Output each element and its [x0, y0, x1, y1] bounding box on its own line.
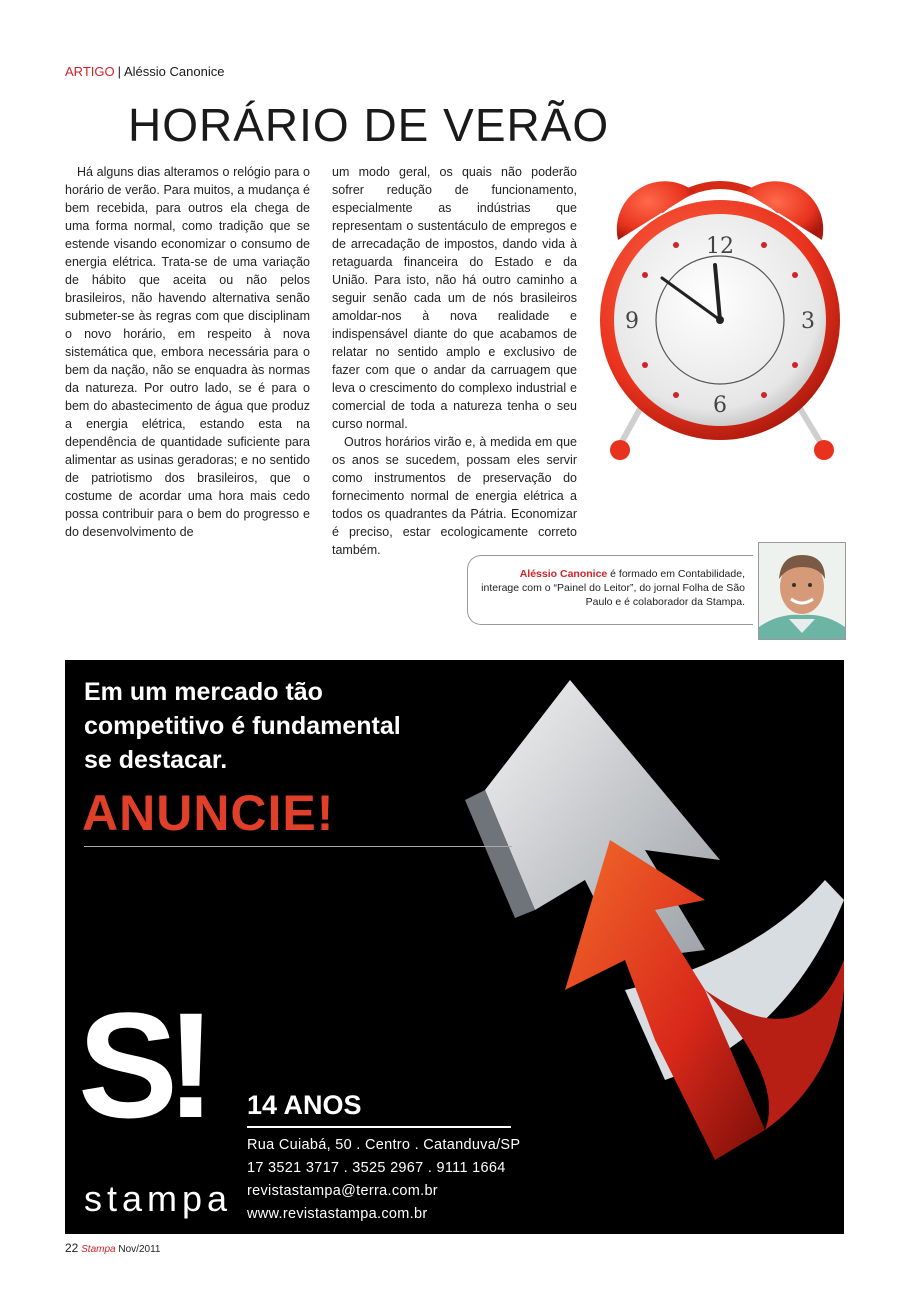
- stampa-logo-word: stampa: [84, 1178, 233, 1219]
- ad-website[interactable]: www.revistastampa.com.br: [247, 1206, 428, 1222]
- ad-headline-line: competitivo é fundamental: [84, 712, 401, 740]
- bio-author-name: Aléssio Canonice: [519, 568, 608, 580]
- ad-years: 14 ANOS: [247, 1090, 362, 1120]
- alarm-clock-illustration: [600, 170, 840, 470]
- ad-call-to-action: ANUNCIE!: [82, 785, 335, 841]
- article-paragraph: Outros horários virão e, à medida em que os anos se sucedem, possam eles servir como instrumentos de preservação do fornecimento normal de energia elétrica a todos os quadrantes da Pátria. Economizar é preciso, estar ecologicamente correto também.: [332, 435, 577, 557]
- section-separator: |: [117, 64, 121, 79]
- article-paragraph: Há alguns dias alteramos o relógio para o horário de verão. Para muitos, a mudança é bem recebida, para outros ela chega de uma forma normal, como tradição que se estende visando economizar o consumo de energia elétrica. Trata-se de uma variação de hábito que aceita ou não pelos brasileiros, não havendo alternativa senão submeter-se às regras com que disciplinam o novo horário, em respeito à nova sistemática que, embora necessária para o bem da nação, não se enquadra às normas da natureza. Por outro lado, se é para o bem do abastecimento de água que produz a energia elétrica, estando esta na dependência de quantidade suficiente para alimentar as usinas geradoras; e no sentido de patriotismo dos brasileiros, que o costume de acordar uma hora mais cedo possa contribuir para o bem do progresso e do desenvolvimento de: [65, 165, 310, 539]
- bio-text: é formado em Contabilidade, interage com o “Painel do Leitor”, do jornal Folha de São Paulo e é colaborador da Stampa.: [481, 568, 745, 608]
- article-column-1: [65, 163, 310, 541]
- footer-brand: Stampa: [81, 1244, 116, 1255]
- clock-number-12: 12: [706, 234, 734, 259]
- stampa-logo-mark: S!: [78, 981, 204, 1149]
- ad-headline: [84, 675, 484, 777]
- ad-contact-divider: [247, 1126, 511, 1128]
- page-footer: [65, 1241, 160, 1255]
- section-line: [65, 64, 224, 79]
- ad-headline-line: Em um mercado tão: [84, 678, 323, 706]
- clock-number-9: 9: [625, 309, 639, 334]
- clock-number-3: 3: [801, 309, 815, 334]
- ad-email[interactable]: revistastampa@terra.com.br: [247, 1183, 438, 1199]
- author-photo: [758, 542, 846, 640]
- ad-address: Rua Cuiabá, 50 . Centro . Catanduva/SP: [247, 1137, 521, 1153]
- clock-number-6: 6: [713, 393, 727, 418]
- article-column-2: [332, 163, 577, 559]
- article-paragraph: um modo geral, os quais não poderão sofrer redução de funcionamento, especialmente as indústrias que representam o sustentáculo de empregos e de arrecadação de impostos, dando vida à retaguarda financeira do Estado e da União. Para isto, não há outro caminho a seguir senão cada um de nós brasileiros amoldar-nos à nova realidade e indispensável diante do que acabamos de relatar no sentido amplo e exclusivo de fazer com que o andar da carruagem que leva o crescimento do complexo industrial e comercial de toda a natureza tenha o seu curso normal.: [332, 165, 577, 431]
- author-bio: [480, 567, 745, 609]
- section-label: ARTIGO: [65, 64, 115, 79]
- footer-issue: Nov/2011: [118, 1244, 161, 1255]
- ad-divider: [84, 846, 512, 847]
- ad-phones: 17 3521 3717 . 3525 2967 . 9111 1664: [247, 1160, 506, 1176]
- page-number: 22: [65, 1241, 79, 1255]
- article-title: HORÁRIO DE VERÃO: [128, 99, 610, 151]
- ad-headline-line: se destacar.: [84, 746, 228, 774]
- author-name: Aléssio Canonice: [124, 64, 225, 79]
